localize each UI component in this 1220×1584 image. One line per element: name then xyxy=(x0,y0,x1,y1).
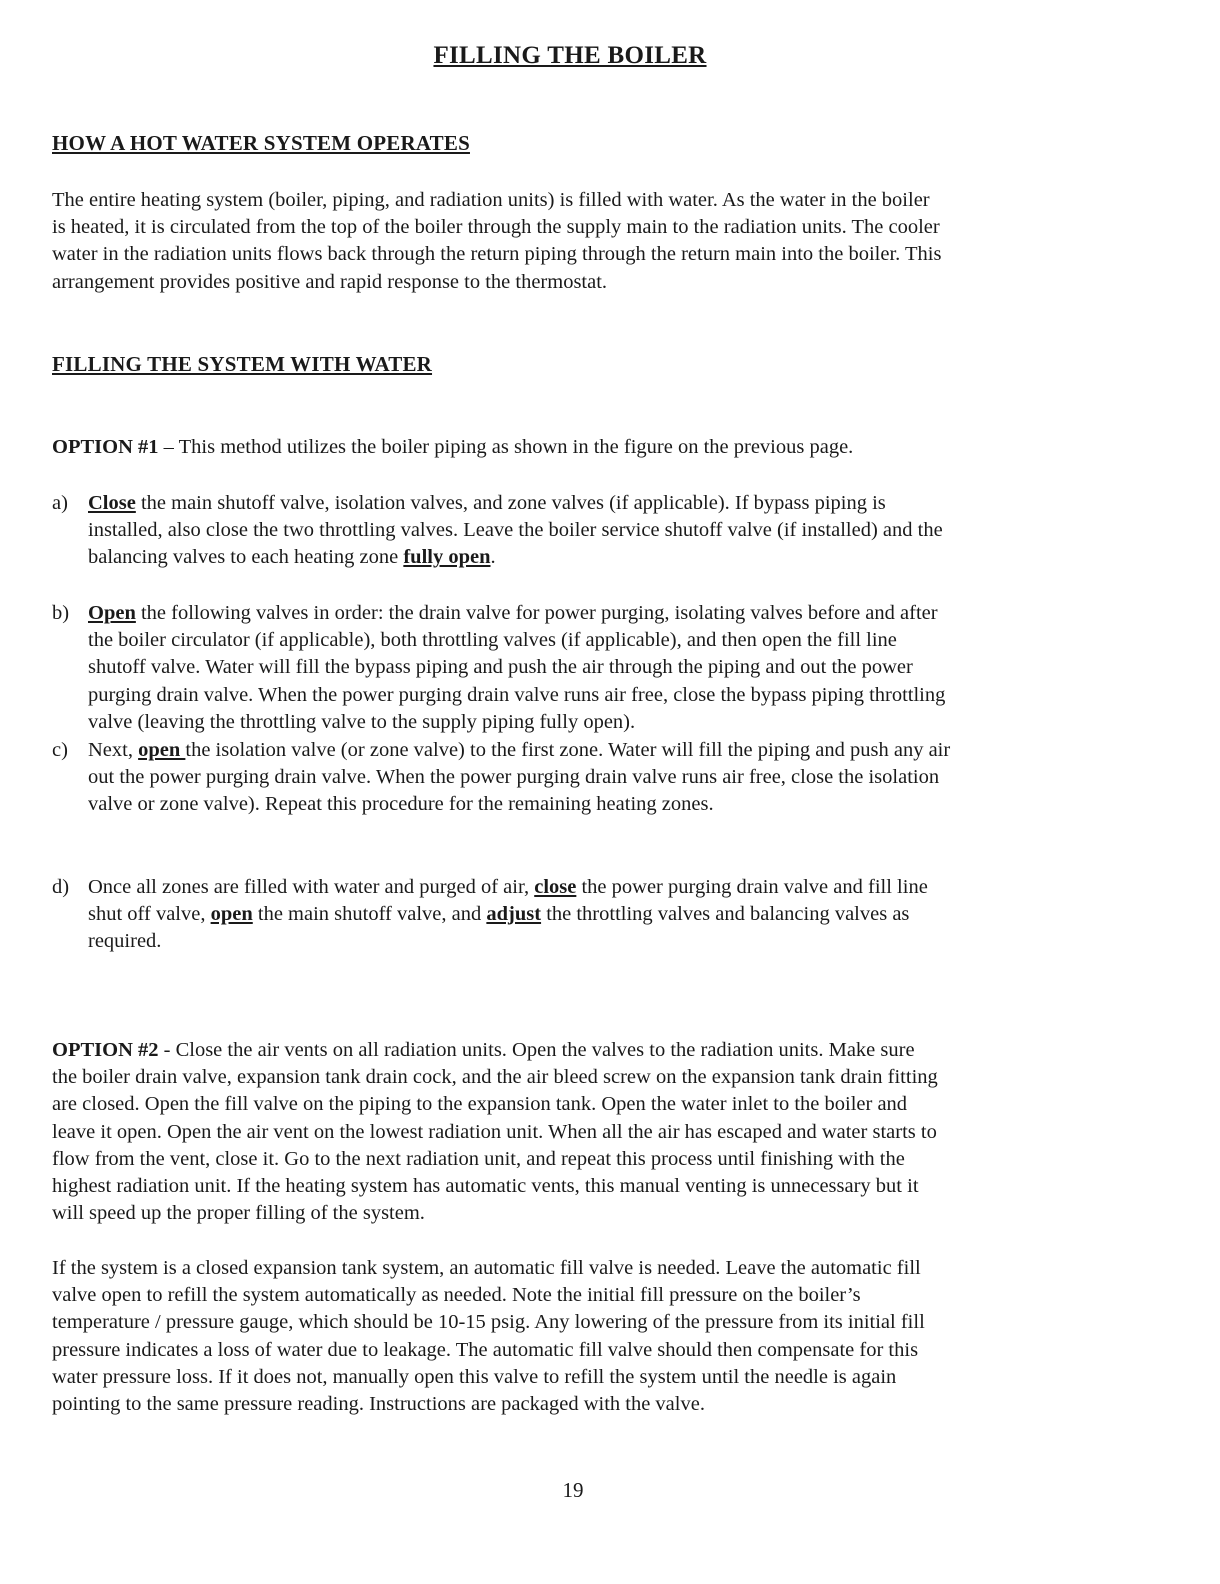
paragraph-option-1 xyxy=(52,434,1092,461)
list-marker: a) xyxy=(52,492,68,514)
text-segment: the main shutoff valve, and xyxy=(252,903,487,926)
text-line: valve (leaving the throttling valve to the supply piping fully open). xyxy=(88,710,636,733)
keyword-open: open xyxy=(210,903,253,926)
text-segment: shut off valve, xyxy=(88,903,211,926)
keyword-adjust: adjust xyxy=(486,903,542,926)
keyword-close: close xyxy=(534,876,577,898)
text-segment: the main shutoff valve, isolation valves, and zone valves (if applicable). If bypass piping is xyxy=(135,492,886,514)
text-line: is heated, it is circulated from the top of the boiler through the supply main to the radiation units. The cooler xyxy=(52,216,940,239)
text-line: flow from the vent, close it. Go to the next radiation unit, and repeat this process until finishing with the xyxy=(52,1147,905,1170)
list-marker: c) xyxy=(52,739,68,761)
paragraph-option-2 xyxy=(52,1037,1092,1227)
text-line: pointing to the same pressure reading. Instructions are packaged with the valve. xyxy=(52,1393,705,1416)
keyword-fully-open: fully open xyxy=(403,546,491,569)
text-line: If the system is a closed expansion tank system, an automatic fill valve is needed. Leave the automatic fill xyxy=(52,1257,921,1279)
text-segment: . xyxy=(490,546,496,569)
text-segment: balancing valves to each heating zone xyxy=(88,546,404,569)
text-segment: the isolation valve (or zone valve) to the first zone. Water will fill the piping and push any air xyxy=(185,739,951,761)
text-line: water pressure loss. If it does not, manually open this valve to refill the system until the needle is again xyxy=(52,1365,897,1388)
text-line: valve open to refill the system automatically as needed. Note the initial fill pressure on the boiler’s xyxy=(52,1284,861,1307)
text-line: installed, also close the two throttling valves. Leave the boiler service shutoff valve (if installed) and the xyxy=(88,519,943,542)
option-2-text: - Close the air vents on all radiation units. Open the valves to the radiation units. Make sure xyxy=(158,1039,915,1061)
text-line: required. xyxy=(88,930,162,953)
text-line: will speed up the proper filling of the system. xyxy=(52,1202,425,1225)
text-segment: Next, xyxy=(88,739,139,761)
text-line: The entire heating system (boiler, piping, and radiation units) is filled with water. As the water in the boiler xyxy=(52,189,930,211)
paragraph-expansion-tank xyxy=(52,1255,1092,1418)
page-number: 19 xyxy=(562,1478,584,1502)
text-line: shutoff valve. Water will fill the bypass piping and push the air through the piping and out the power xyxy=(88,656,913,679)
option-1-text: – This method utilizes the boiler piping as shown in the figure on the previous page. xyxy=(158,436,854,458)
paragraph-hot-water-system xyxy=(52,187,1092,296)
text-line: purging drain valve. When the power purging drain valve runs air free, close the bypass piping throttling xyxy=(88,683,946,706)
text-segment: the following valves in order: the drain valve for power purging, isolating valves before and after xyxy=(135,602,938,624)
text-line: temperature / pressure gauge, which should be 10-15 psig. Any lowering of the pressure from its initial fill xyxy=(52,1311,925,1334)
page-title: FILLING THE BOILER xyxy=(433,42,707,69)
text-line: the boiler drain valve, expansion tank drain cock, and the air bleed screw on the expansion tank drain fitting xyxy=(52,1066,938,1089)
text-segment: the throttling valves and balancing valves as xyxy=(541,903,910,926)
list-marker: d) xyxy=(52,876,70,898)
text-segment: the power purging drain valve and fill line xyxy=(576,876,928,898)
option-2-label: OPTION #2 xyxy=(52,1039,159,1061)
text-line: are closed. Open the fill valve on the piping to the expansion tank. Open the water inlet to the boiler and xyxy=(52,1093,908,1116)
text-line: valve or zone valve). Repeat this procedure for the remaining heating zones. xyxy=(88,793,714,816)
list-marker: b) xyxy=(52,602,70,624)
keyword-open: Open xyxy=(88,602,136,624)
text-line: the boiler circulator (if applicable), both throttling valves (if applicable), and then open the fill line xyxy=(88,629,897,652)
text-segment: Once all zones are filled with water and purged of air, xyxy=(88,876,535,898)
text-line: highest radiation unit. If the heating system has automatic vents, this manual venting is unnecessary but it xyxy=(52,1175,919,1198)
keyword-close: Close xyxy=(88,492,136,514)
text-line: water in the radiation units flows back through the return piping through the return main into the boiler. This xyxy=(52,243,942,266)
text-line: out the power purging drain valve. When the power purging drain valve runs air free, close the isolation xyxy=(88,766,940,789)
keyword-open: open xyxy=(138,739,186,761)
section-heading-filling-system: FILLING THE SYSTEM WITH WATER xyxy=(52,352,433,376)
section-heading-hot-water-system: HOW A HOT WATER SYSTEM OPERATES xyxy=(52,131,470,155)
text-line: arrangement provides positive and rapid response to the thermostat. xyxy=(52,270,608,293)
text-line: pressure indicates a loss of water due to leakage. The automatic fill valve should then compensate for this xyxy=(52,1338,919,1361)
option-1-label: OPTION #1 xyxy=(52,436,159,458)
text-line: leave it open. Open the air vent on the lowest radiation unit. When all the air has escaped and water starts to xyxy=(52,1120,937,1143)
